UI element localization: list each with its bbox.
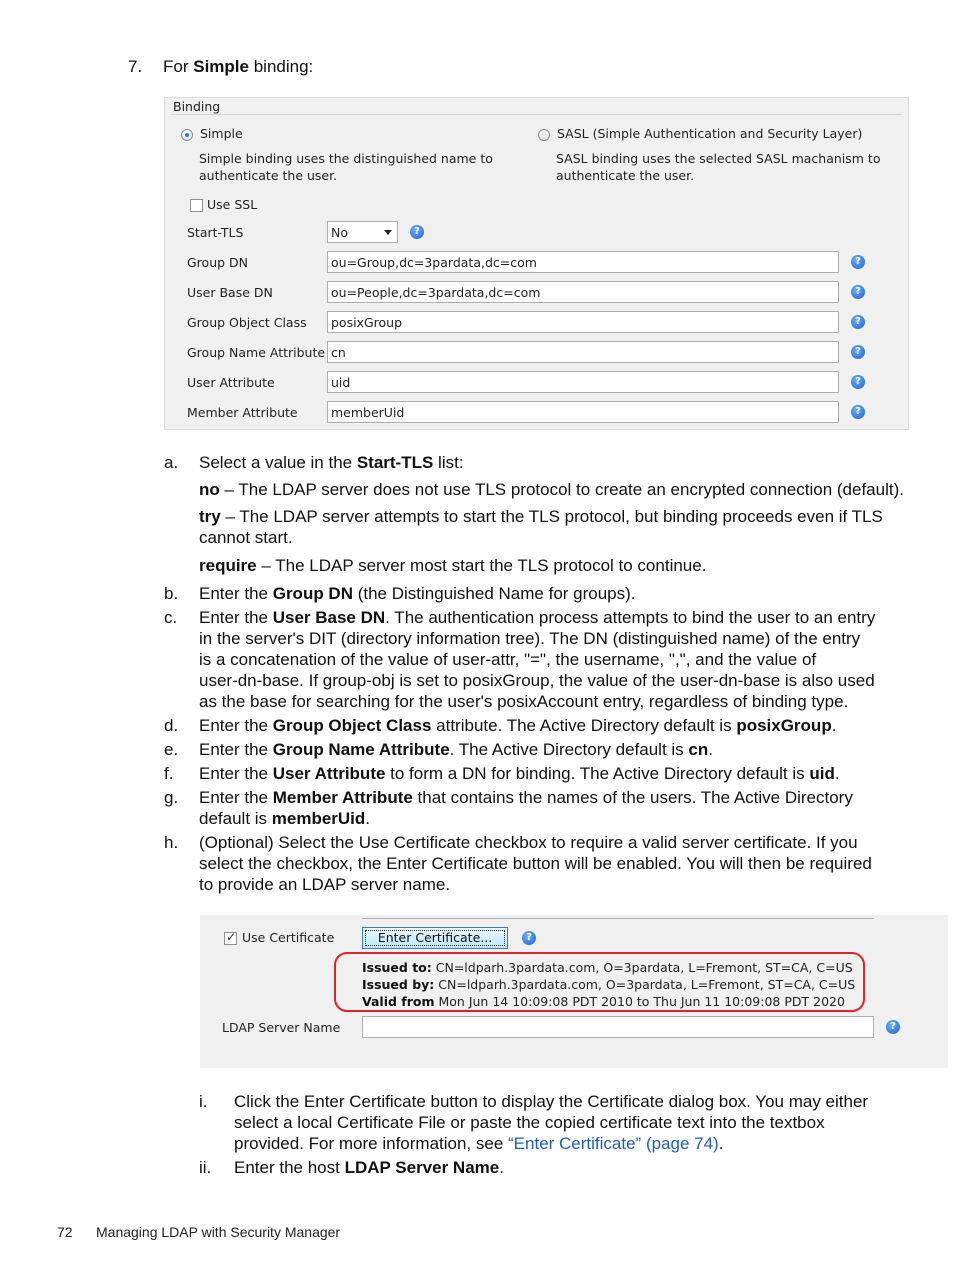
- substep-ii-text: Enter the host LDAP Server Name.: [234, 1158, 504, 1177]
- step-d-text: Enter the Group Object Class attribute. The Active Directory default is posixGroup.: [199, 716, 837, 735]
- step-e-letter: e.: [164, 740, 179, 759]
- cropped-field-edge: [362, 915, 874, 919]
- ldap-server-name-label: LDAP Server Name: [222, 1020, 341, 1035]
- step-f-letter: f.: [164, 764, 174, 783]
- step-a-text: Select a value in the Start-TLS list:: [199, 453, 464, 472]
- option-try: try – The LDAP server attempts to start the TLS protocol, but binding proceeds even if TLS: [199, 507, 883, 526]
- page-number: 72: [57, 1224, 73, 1240]
- step-c-letter: c.: [164, 608, 178, 627]
- step-c-line2: in the server's DIT (directory information tree). The DN (distinguished name) of the entry: [199, 629, 861, 648]
- step-7-number: 7.: [128, 57, 143, 76]
- binding-panel: [164, 97, 909, 430]
- group-name-attribute-input[interactable]: cn: [327, 341, 839, 363]
- step-b-letter: b.: [164, 584, 179, 603]
- group-dn-label: Group DN: [187, 255, 249, 270]
- enter-certificate-button[interactable]: Enter Certificate...: [362, 927, 508, 949]
- help-icon[interactable]: ?: [522, 931, 536, 945]
- certificate-panel: [200, 915, 948, 1068]
- help-icon[interactable]: ?: [851, 345, 865, 359]
- help-icon[interactable]: ?: [410, 225, 424, 239]
- step-a-letter: a.: [164, 453, 179, 472]
- group-dn-input[interactable]: ou=Group,dc=3pardata,dc=com: [327, 251, 839, 273]
- step-c-line3: is a concatenation of the value of user-attr, "=", the username, ",", and the value of: [199, 650, 817, 669]
- use-ssl-label: Use SSL: [207, 197, 258, 212]
- step-g-letter: g.: [164, 788, 179, 807]
- step-c-line5: as the base for searching for the user's posixAccount entry, regardless of binding type.: [199, 692, 849, 711]
- use-ssl-checkbox[interactable]: [190, 199, 203, 212]
- footer-title: Managing LDAP with Security Manager: [96, 1224, 341, 1240]
- substep-ii-number: ii.: [199, 1158, 212, 1177]
- valid-from-line: Valid from Mon Jun 14 10:09:08 PDT 2010 to Thu Jun 11 10:09:08 PDT 2020: [362, 994, 845, 1009]
- simple-label: Simple: [200, 126, 243, 141]
- simple-desc-line2: authenticate the user.: [199, 168, 338, 183]
- step-g-line2: default is memberUid.: [199, 809, 371, 828]
- issued-to-line: Issued to: CN=ldparh.3pardata.com, O=3pardata, L=Fremont, ST=CA, C=US: [362, 960, 853, 975]
- group-name-attribute-label: Group Name Attribute: [187, 345, 326, 360]
- step-h-line1: (Optional) Select the Use Certificate checkbox to require a valid server certificate. If you: [199, 833, 858, 852]
- issued-by-line: Issued by: CN=ldparh.3pardata.com, O=3pardata, L=Fremont, ST=CA, C=US: [362, 977, 856, 992]
- sasl-desc-line1: SASL binding uses the selected SASL machanism to: [556, 151, 881, 166]
- start-tls-value: No: [331, 225, 348, 240]
- step-e-text: Enter the Group Name Attribute. The Active Directory default is cn.: [199, 740, 713, 759]
- use-certificate-checkbox[interactable]: [224, 932, 237, 945]
- substep-i-number: i.: [199, 1092, 208, 1111]
- option-no: no – The LDAP server does not use TLS protocol to create an encrypted connection (default).: [199, 480, 904, 499]
- substep-i-line3: provided. For more information, see “Enter Certificate” (page 74).: [234, 1134, 724, 1153]
- group-object-class-input[interactable]: posixGroup: [327, 311, 839, 333]
- user-base-dn-label: User Base DN: [187, 285, 273, 300]
- use-certificate-label: Use Certificate: [242, 930, 335, 945]
- enter-certificate-link[interactable]: “Enter Certificate” (page 74): [508, 1134, 719, 1153]
- help-icon[interactable]: ?: [851, 255, 865, 269]
- sasl-radio[interactable]: [538, 129, 550, 141]
- option-require: require – The LDAP server most start the TLS protocol to continue.: [199, 556, 707, 575]
- group-object-class-label: Group Object Class: [187, 315, 307, 330]
- member-attribute-input[interactable]: memberUid: [327, 401, 839, 423]
- step-h-line3: to provide an LDAP server name.: [199, 875, 451, 894]
- simple-radio[interactable]: [181, 129, 193, 141]
- step-b-text: Enter the Group DN (the Distinguished Name for groups).: [199, 584, 636, 603]
- help-icon[interactable]: ?: [851, 315, 865, 329]
- step-h-line2: select the checkbox, the Enter Certificate button will be enabled. You will then be required: [199, 854, 872, 873]
- simple-desc-line1: Simple binding uses the distinguished name to: [199, 151, 493, 166]
- start-tls-select[interactable]: [327, 221, 398, 243]
- user-attribute-input[interactable]: uid: [327, 371, 839, 393]
- chevron-down-icon: [384, 230, 392, 235]
- sasl-label: SASL (Simple Authentication and Security Layer): [557, 126, 863, 141]
- step-g-text: Enter the Member Attribute that contains the names of the users. The Active Directory: [199, 788, 853, 807]
- step-d-letter: d.: [164, 716, 179, 735]
- option-try-cont: cannot start.: [199, 528, 293, 547]
- step-h-letter: h.: [164, 833, 179, 852]
- user-attribute-label: User Attribute: [187, 375, 275, 390]
- sasl-desc-line2: authenticate the user.: [556, 168, 695, 183]
- step-c-text: Enter the User Base DN. The authentication process attempts to bind the user to an entry: [199, 608, 876, 627]
- start-tls-label: Start-TLS: [187, 225, 244, 240]
- group-divider: [171, 114, 902, 115]
- member-attribute-label: Member Attribute: [187, 405, 298, 420]
- substep-i-line1: Click the Enter Certificate button to display the Certificate dialog box. You may either: [234, 1092, 869, 1111]
- ldap-server-name-input[interactable]: [362, 1016, 874, 1038]
- step-c-line4: user-dn-base. If group-obj is set to posixGroup, the value of the user-dn-base is also used: [199, 671, 875, 690]
- step-f-text: Enter the User Attribute to form a DN for binding. The Active Directory default is uid.: [199, 764, 840, 783]
- help-icon[interactable]: ?: [886, 1020, 900, 1034]
- help-icon[interactable]: ?: [851, 405, 865, 419]
- step-7-text: For Simple binding:: [163, 57, 314, 76]
- help-icon[interactable]: ?: [851, 285, 865, 299]
- help-icon[interactable]: ?: [851, 375, 865, 389]
- binding-group-title: Binding: [173, 99, 221, 114]
- substep-i-line2: select a local Certificate File or paste the copied certificate text into the textbox: [234, 1113, 825, 1132]
- user-base-dn-input[interactable]: ou=People,dc=3pardata,dc=com: [327, 281, 839, 303]
